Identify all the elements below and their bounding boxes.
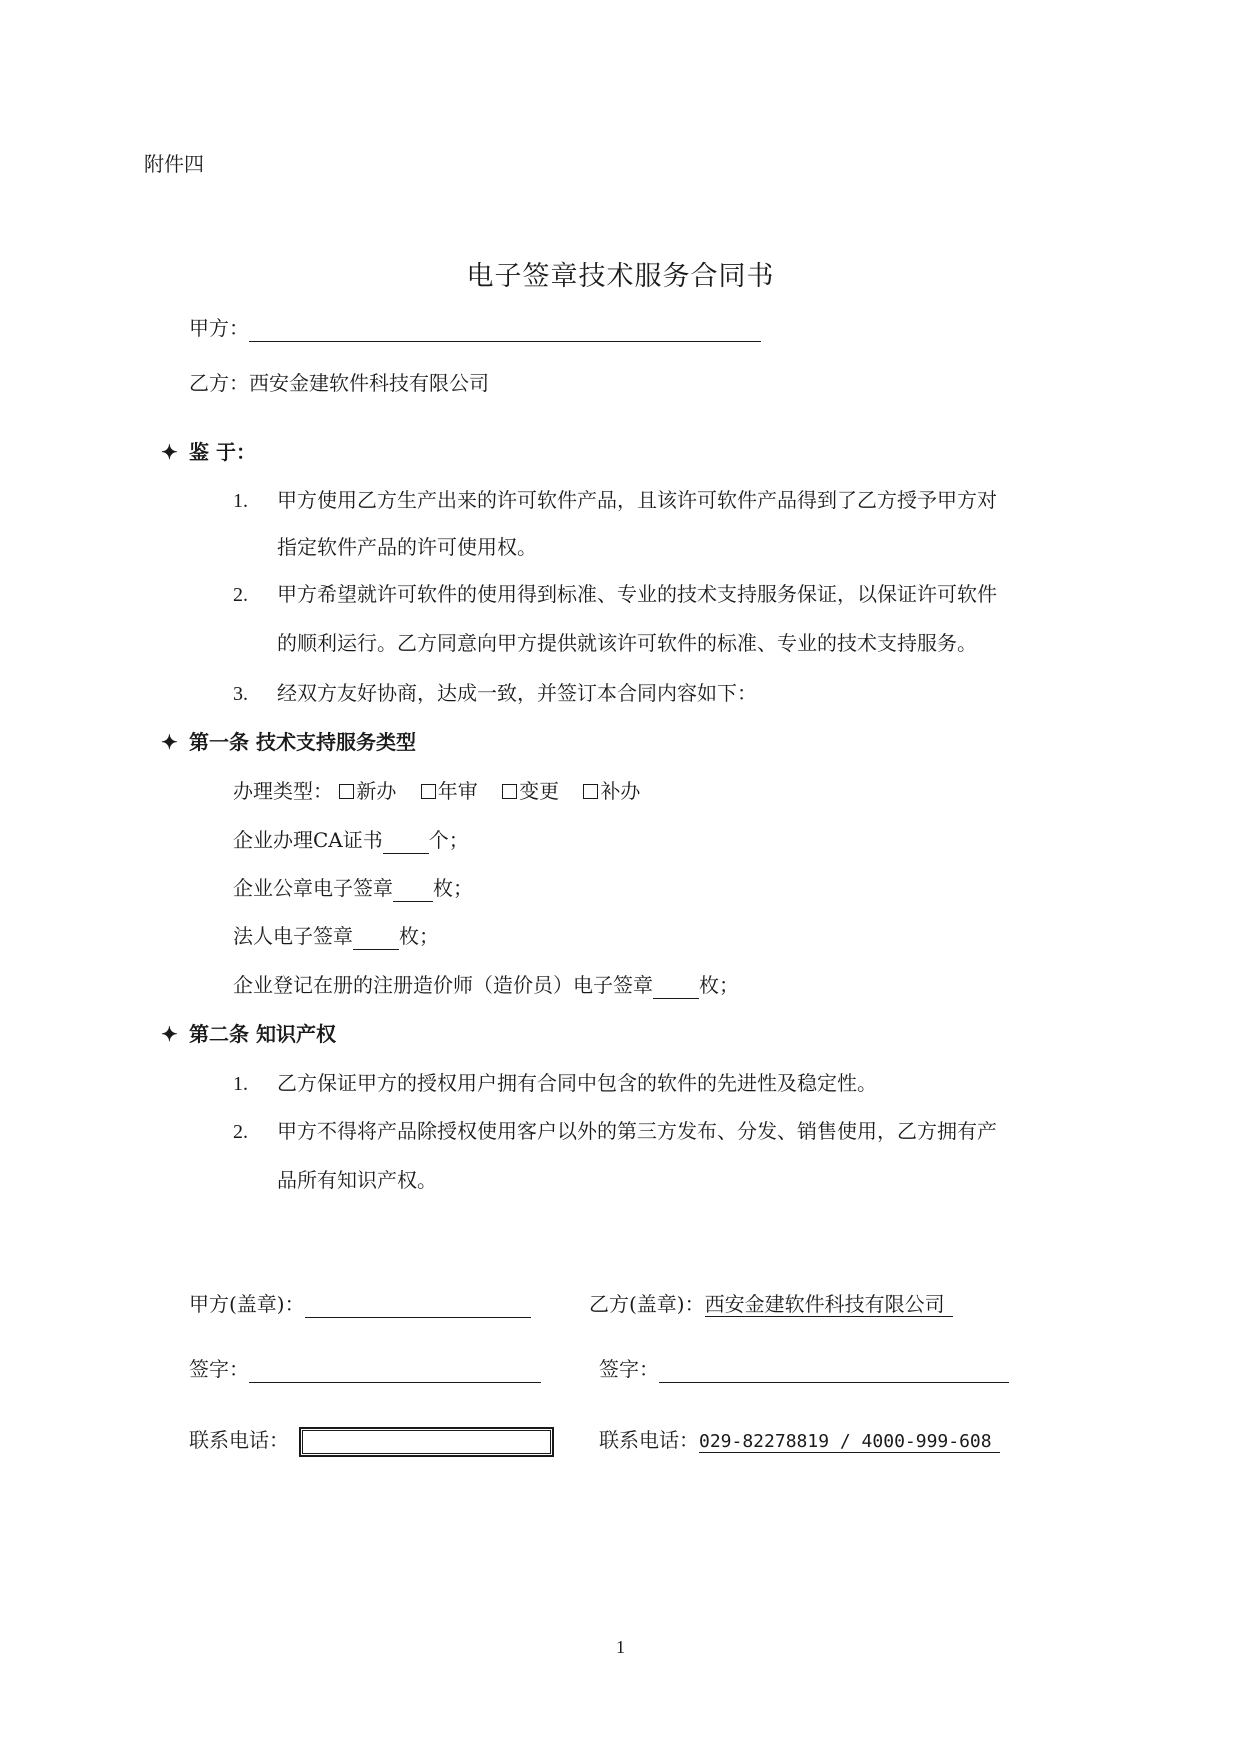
legal-seal-blank[interactable] [353,927,399,950]
legal-seal-row [233,922,439,950]
party-b-seal-value: 西安金建软件科技有限公司 [705,1292,953,1317]
party-b-phone-value: 029-82278819 / 4000-999-608 [699,1431,1000,1453]
whereas-item-1 [233,486,997,515]
empty-checkbox-icon[interactable] [583,784,598,799]
party-a-sign-row [189,1355,541,1383]
option-change[interactable]: 变更 [502,779,559,803]
cost-engineer-seal-row [233,971,739,999]
whereas-item-2-cont: 的顺利运行。乙方同意向甲方提供就该许可软件的标准、专业的技术支持服务。 [277,631,977,655]
ca-cert-row [233,826,469,854]
party-a-sign-label: 签字： [189,1357,249,1381]
party-a-phone-input[interactable] [299,1427,554,1457]
party-b-phone-label: 联系电话： [599,1428,699,1452]
item-number: 2. [233,1121,248,1143]
ip-item-2 [233,1117,997,1146]
party-a-seal-blank[interactable] [305,1295,531,1318]
ca-cert-unit: 个； [428,828,469,852]
article1-heading: 第一条 技术支持服务类型 [189,730,416,754]
whereas-heading-row [161,438,256,466]
empty-checkbox-icon[interactable] [502,784,517,799]
item-text: 乙方保证甲方的授权用户拥有合同中包含的软件的先进性及稳定性。 [277,1071,877,1095]
cost-engineer-seal-blank[interactable] [653,976,699,999]
company-seal-label: 企业公章电子签章 [233,876,393,900]
attachment-label: 附件四 [144,152,204,176]
option-annual-review[interactable]: 年审 [421,779,478,803]
item-number: 3. [233,683,248,705]
item-number: 1. [233,490,248,512]
party-a-blank[interactable] [249,319,761,342]
party-b-label: 乙方： [189,371,249,395]
option-reissue[interactable]: 补办 [583,779,640,803]
party-b-seal-row [589,1290,953,1318]
ca-cert-blank[interactable] [383,831,429,854]
ip-item-1 [233,1069,877,1098]
article1-heading-row [161,728,416,756]
article2-heading: 第二条 知识产权 [189,1022,336,1046]
party-b-sign-label: 签字： [599,1357,659,1381]
party-b-seal-label: 乙方(盖章)： [589,1292,705,1316]
party-a-seal-row [189,1290,531,1318]
party-b-row [189,369,489,397]
party-a-phone-label: 联系电话： [189,1428,289,1452]
party-b-phone-row [599,1426,1000,1456]
item-text: 甲方希望就许可软件的使用得到标准、专业的技术支持服务保证，以保证许可软件 [277,582,997,606]
party-b-sign-row [599,1355,1009,1383]
four-pointed-star-icon: ✦ [161,440,178,464]
item-text: 甲方使用乙方生产出来的许可软件产品，且该许可软件产品得到了乙方授予甲方对 [277,488,997,512]
page-number: 1 [616,1637,625,1657]
contract-title: 电子签章技术服务合同书 [466,261,775,292]
empty-checkbox-icon[interactable] [421,784,436,799]
whereas-item-1-cont: 指定软件产品的许可使用权。 [277,535,537,559]
legal-seal-label: 法人电子签章 [233,924,353,948]
party-b-sign-blank[interactable] [659,1360,1009,1383]
whereas-heading: 鉴 于： [189,440,256,464]
ip-item-2-cont: 品所有知识产权。 [277,1168,437,1192]
cost-engineer-seal-unit: 枚； [699,973,739,997]
item-number: 2. [233,584,248,606]
company-seal-unit: 枚； [433,876,473,900]
party-a-seal-label: 甲方(盖章)： [189,1292,305,1316]
whereas-item-2 [233,580,997,609]
party-a-sign-blank[interactable] [249,1360,541,1383]
ca-cert-label: 企业办理CA证书 [233,828,383,852]
legal-seal-unit: 枚； [399,924,439,948]
service-type-row [233,777,640,805]
article2-heading-row [161,1020,336,1048]
four-pointed-star-icon: ✦ [161,1022,178,1046]
party-a-row [189,314,761,342]
party-b-name: 西安金建软件科技有限公司 [249,371,489,395]
whereas-item-3 [233,679,757,708]
item-text: 甲方不得将产品除授权使用客户以外的第三方发布、分发、销售使用，乙方拥有产 [277,1119,997,1143]
company-seal-blank[interactable] [393,879,433,902]
cost-engineer-seal-label: 企业登记在册的注册造价师（造价员）电子签章 [233,973,653,997]
item-text: 经双方友好协商，达成一致，并签订本合同内容如下： [277,681,757,705]
empty-checkbox-icon[interactable] [339,784,354,799]
service-type-label: 办理类型： [233,779,333,803]
party-a-label: 甲方： [189,316,249,340]
four-pointed-star-icon: ✦ [161,730,178,754]
option-new[interactable]: 新办 [339,779,396,803]
item-number: 1. [233,1073,248,1095]
company-seal-row [233,874,473,902]
